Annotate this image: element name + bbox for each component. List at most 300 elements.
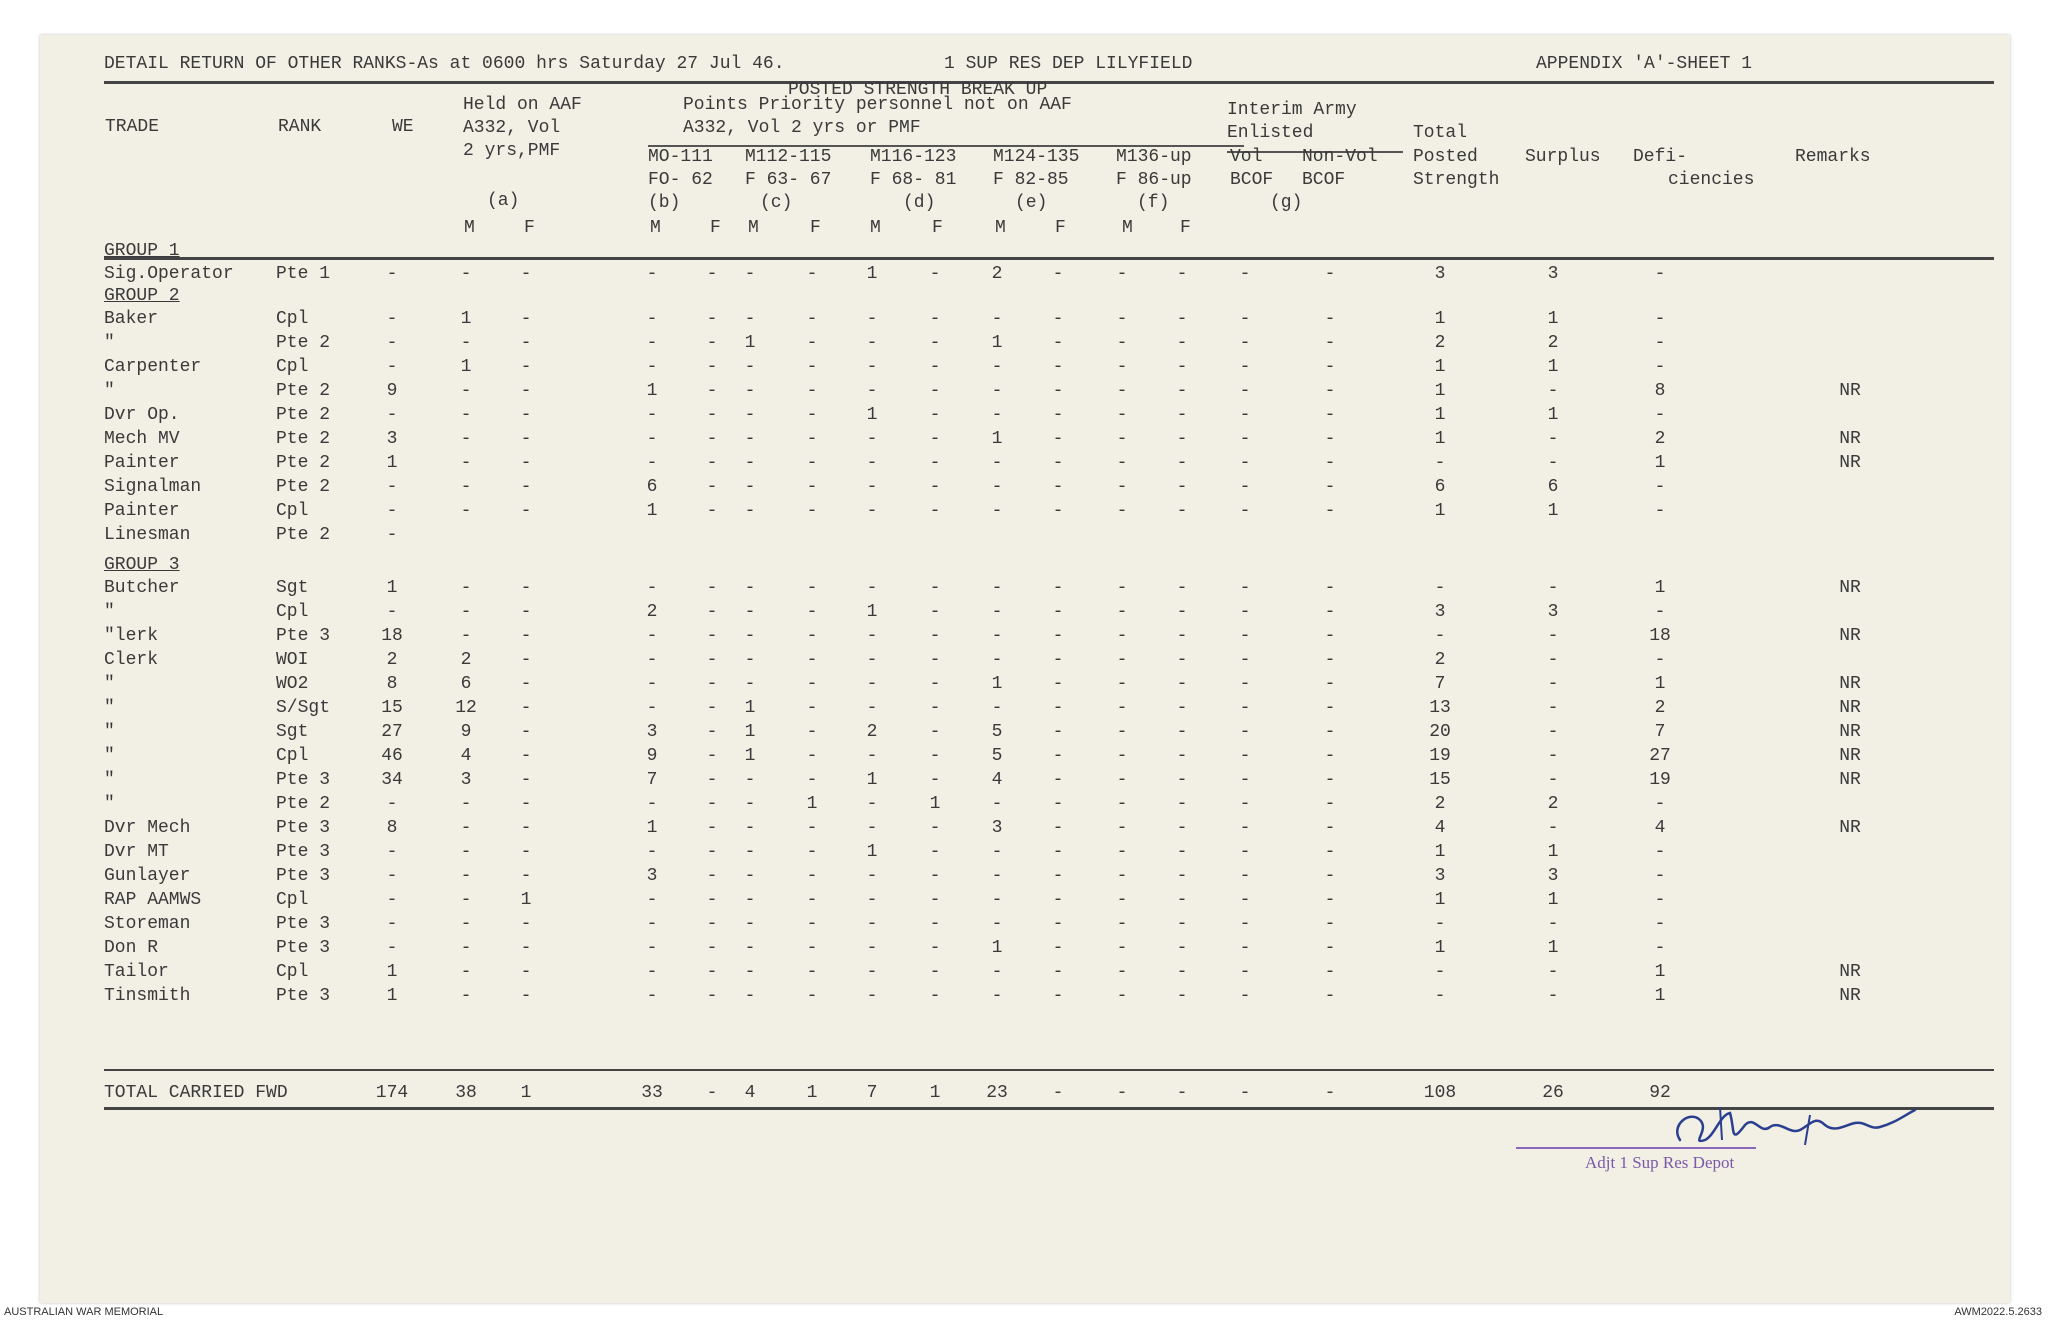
row-cell: -	[1239, 818, 1251, 838]
row-cell: -	[646, 986, 658, 1006]
row-cell: 3	[1547, 602, 1559, 622]
row-cell: 2	[646, 602, 658, 622]
row-cell: -	[520, 770, 532, 790]
row-cell: 9	[460, 722, 472, 742]
row-cell: -	[929, 477, 941, 497]
row-cell: 1	[929, 794, 941, 814]
row-cell: -	[806, 602, 818, 622]
row-cell: 1	[646, 381, 658, 401]
row-cell: -	[1116, 818, 1128, 838]
row-cell: -	[806, 914, 818, 934]
row-cell: -	[744, 842, 756, 862]
row-cell: -	[1052, 405, 1064, 425]
row-trade: "	[104, 770, 115, 790]
row-trade: Painter	[104, 453, 180, 473]
row-trade: Storeman	[104, 914, 191, 934]
row-cell: 1	[991, 429, 1003, 449]
row-cell: 1	[1547, 842, 1559, 862]
row-cell: NR	[1839, 986, 1861, 1006]
row-cell: -	[806, 453, 818, 473]
total-cell: 26	[1542, 1083, 1564, 1103]
total-cell: 92	[1649, 1083, 1671, 1103]
row-cell: -	[520, 333, 532, 353]
header-f2b: F	[710, 218, 721, 238]
row-cell: -	[744, 674, 756, 694]
row-cell: -	[1052, 842, 1064, 862]
row-cell: 4	[1434, 818, 1446, 838]
row-cell: -	[806, 309, 818, 329]
row-cell: -	[1434, 626, 1446, 646]
row-cell: -	[744, 866, 756, 886]
row-cell: -	[991, 794, 1003, 814]
row-rank: Pte 2	[276, 525, 331, 545]
row-cell: 3	[646, 722, 658, 742]
row-cell: NR	[1839, 578, 1861, 598]
row-cell: -	[1324, 381, 1336, 401]
row-cell: -	[1324, 333, 1336, 353]
row-rank: Pte 3	[276, 938, 331, 958]
row-cell: -	[806, 770, 818, 790]
row-cell: -	[1116, 890, 1128, 910]
row-cell: -	[1052, 722, 1064, 742]
row-cell: -	[386, 501, 398, 521]
row-cell: -	[1176, 986, 1188, 1006]
row-cell: -	[1176, 818, 1188, 838]
row-cell: 6	[460, 674, 472, 694]
row-cell: -	[929, 842, 941, 862]
row-cell: -	[520, 746, 532, 766]
row-cell: -	[744, 309, 756, 329]
row-cell: -	[1654, 938, 1666, 958]
row-cell: 1	[1434, 309, 1446, 329]
row-cell: -	[744, 938, 756, 958]
row-cell: -	[1176, 746, 1188, 766]
row-cell: -	[744, 914, 756, 934]
row-rank: Pte 2	[276, 794, 331, 814]
row-cell: -	[1176, 674, 1188, 694]
row-cell: -	[1052, 264, 1064, 284]
row-cell: -	[706, 914, 718, 934]
row-cell: 1	[1547, 405, 1559, 425]
row-cell: -	[1239, 698, 1251, 718]
row-cell: -	[806, 626, 818, 646]
row-cell: -	[806, 650, 818, 670]
row-rank: Pte 3	[276, 770, 331, 790]
total-top-rule	[104, 1069, 1994, 1071]
row-cell: -	[806, 477, 818, 497]
row-cell: -	[706, 357, 718, 377]
row-cell: -	[1052, 794, 1064, 814]
row-cell: -	[1239, 914, 1251, 934]
row-cell: 6	[1434, 477, 1446, 497]
row-cell: -	[460, 602, 472, 622]
row-cell: -	[1176, 477, 1188, 497]
row-cell: -	[1176, 914, 1188, 934]
row-cell: -	[1324, 938, 1336, 958]
row-cell: -	[460, 986, 472, 1006]
row-cell: -	[1654, 866, 1666, 886]
total-cell: 23	[986, 1083, 1008, 1103]
row-cell: -	[520, 818, 532, 838]
row-cell: -	[646, 309, 658, 329]
row-cell: -	[744, 357, 756, 377]
row-cell: -	[1116, 381, 1128, 401]
row-cell: -	[460, 962, 472, 982]
row-cell: -	[1654, 357, 1666, 377]
row-cell: -	[1176, 626, 1188, 646]
row-cell: -	[1239, 770, 1251, 790]
row-cell: -	[929, 866, 941, 886]
row-cell: -	[1052, 674, 1064, 694]
row-cell: -	[1654, 477, 1666, 497]
row-cell: -	[1239, 842, 1251, 862]
row-cell: -	[1324, 602, 1336, 622]
row-cell: -	[929, 264, 941, 284]
header-def2: ciencies	[1668, 170, 1755, 190]
row-cell: -	[866, 818, 878, 838]
row-cell: 2	[386, 650, 398, 670]
row-cell: -	[991, 453, 1003, 473]
row-cell: -	[1239, 986, 1251, 1006]
row-cell: -	[1176, 381, 1188, 401]
row-cell: -	[706, 429, 718, 449]
row-cell: -	[806, 429, 818, 449]
header-g1: Vol	[1230, 147, 1263, 167]
row-cell: -	[929, 938, 941, 958]
row-rank: Pte 3	[276, 818, 331, 838]
row-cell: 1	[386, 962, 398, 982]
row-cell: 1	[1547, 357, 1559, 377]
row-cell: -	[806, 405, 818, 425]
row-cell: -	[386, 405, 398, 425]
row-cell: -	[806, 986, 818, 1006]
row-cell: 1	[1654, 674, 1666, 694]
row-cell: -	[1324, 674, 1336, 694]
row-cell: -	[1176, 962, 1188, 982]
row-cell: -	[1052, 453, 1064, 473]
total-cell: 174	[375, 1083, 409, 1103]
row-cell: -	[866, 938, 878, 958]
row-cell: -	[386, 866, 398, 886]
row-cell: NR	[1839, 453, 1861, 473]
row-cell: -	[520, 429, 532, 449]
row-cell: -	[520, 938, 532, 958]
row-cell: -	[386, 477, 398, 497]
row-cell: -	[1052, 309, 1064, 329]
row-cell: -	[1324, 746, 1336, 766]
row-rank: Pte 2	[276, 453, 331, 473]
row-cell: NR	[1839, 746, 1861, 766]
row-cell: -	[866, 453, 878, 473]
header-held4: (a)	[487, 191, 520, 211]
row-cell: -	[706, 818, 718, 838]
row-rank: Cpl	[276, 890, 309, 910]
row-cell: -	[520, 578, 532, 598]
row-cell: -	[1324, 914, 1336, 934]
row-cell: -	[744, 405, 756, 425]
row-cell: -	[1052, 477, 1064, 497]
row-cell: -	[706, 674, 718, 694]
group-label: GROUP 2	[104, 286, 180, 306]
header-f1b: F	[524, 218, 535, 238]
row-cell: -	[866, 429, 878, 449]
row-cell: -	[646, 453, 658, 473]
row-cell: -	[1176, 866, 1188, 886]
row-cell: -	[1052, 698, 1064, 718]
header-f4b: F	[932, 218, 943, 238]
row-cell: NR	[1839, 722, 1861, 742]
row-cell: 2	[1654, 698, 1666, 718]
header-m6: M	[1122, 218, 1133, 238]
row-rank: Pte 1	[276, 264, 331, 284]
row-cell: -	[460, 794, 472, 814]
row-trade: "	[104, 602, 115, 622]
row-cell: -	[520, 501, 532, 521]
row-cell: 1	[744, 698, 756, 718]
row-cell: 2	[1434, 650, 1446, 670]
row-cell: -	[460, 866, 472, 886]
row-cell: NR	[1839, 381, 1861, 401]
row-rank: Cpl	[276, 501, 309, 521]
row-cell: -	[520, 477, 532, 497]
row-cell: -	[1052, 866, 1064, 886]
row-cell: 1	[1654, 578, 1666, 598]
unit-heading: 1 SUP RES DEP LILYFIELD	[944, 54, 1193, 74]
row-cell: -	[1116, 914, 1128, 934]
row-cell: -	[460, 842, 472, 862]
row-trade: Painter	[104, 501, 180, 521]
row-cell: -	[1116, 429, 1128, 449]
row-cell: -	[1116, 650, 1128, 670]
row-cell: -	[1547, 578, 1559, 598]
row-cell: -	[1239, 890, 1251, 910]
row-cell: -	[1547, 626, 1559, 646]
row-cell: -	[1052, 650, 1064, 670]
row-cell: -	[646, 578, 658, 598]
header-we: WE	[392, 117, 414, 137]
row-cell: 1	[460, 357, 472, 377]
group-label: GROUP 3	[104, 555, 180, 575]
row-cell: -	[1176, 650, 1188, 670]
row-rank: Pte 2	[276, 333, 331, 353]
row-cell: -	[991, 866, 1003, 886]
row-cell: 12	[455, 698, 477, 718]
row-cell: -	[991, 381, 1003, 401]
row-cell: -	[1239, 722, 1251, 742]
row-rank: Cpl	[276, 602, 309, 622]
row-cell: 18	[1649, 626, 1671, 646]
row-cell: -	[1324, 357, 1336, 377]
row-cell: 1	[1434, 890, 1446, 910]
row-cell: -	[744, 501, 756, 521]
header-c3: (c)	[760, 193, 793, 213]
row-cell: -	[1116, 264, 1128, 284]
header-m2: M	[650, 218, 661, 238]
header-held3: 2 yrs,PMF	[463, 141, 561, 161]
total-cell: 1	[520, 1083, 532, 1103]
row-cell: -	[1324, 650, 1336, 670]
row-cell: 8	[386, 818, 398, 838]
row-cell: -	[1116, 578, 1128, 598]
row-rank: Cpl	[276, 309, 309, 329]
row-cell: -	[460, 914, 472, 934]
row-cell: -	[866, 746, 878, 766]
row-cell: -	[386, 333, 398, 353]
row-trade: Gunlayer	[104, 866, 191, 886]
row-cell: -	[1176, 429, 1188, 449]
row-cell: 1	[1434, 501, 1446, 521]
row-cell: -	[1176, 722, 1188, 742]
row-cell: -	[744, 453, 756, 473]
row-cell: -	[646, 842, 658, 862]
row-cell: -	[929, 309, 941, 329]
row-cell: -	[1239, 429, 1251, 449]
row-cell: 3	[1547, 264, 1559, 284]
row-cell: -	[806, 333, 818, 353]
row-trade: Dvr Mech	[104, 818, 191, 838]
row-cell: 6	[1547, 477, 1559, 497]
row-cell: -	[1547, 914, 1559, 934]
row-cell: -	[744, 770, 756, 790]
row-cell: -	[806, 578, 818, 598]
row-cell: -	[1176, 453, 1188, 473]
row-cell: 3	[1547, 866, 1559, 886]
row-cell: -	[460, 429, 472, 449]
header-d1: M116-123	[870, 147, 957, 167]
row-cell: 3	[991, 818, 1003, 838]
total-cell: 33	[641, 1083, 663, 1103]
row-cell: 1	[866, 405, 878, 425]
row-cell: -	[386, 602, 398, 622]
total-cell: -	[1176, 1083, 1188, 1103]
row-cell: -	[1547, 453, 1559, 473]
row-cell: -	[806, 674, 818, 694]
row-cell: -	[1239, 602, 1251, 622]
signature-line	[1516, 1147, 1756, 1149]
row-cell: -	[1052, 890, 1064, 910]
row-cell: 1	[991, 674, 1003, 694]
row-cell: -	[806, 501, 818, 521]
header-g3: Non-Vol	[1302, 147, 1378, 167]
header-g5: (g)	[1270, 193, 1303, 213]
row-cell: -	[706, 842, 718, 862]
row-cell: -	[706, 770, 718, 790]
row-cell: -	[866, 914, 878, 934]
row-cell: -	[744, 818, 756, 838]
row-cell: -	[1176, 890, 1188, 910]
row-cell: -	[1239, 264, 1251, 284]
row-cell: -	[1324, 698, 1336, 718]
row-cell: -	[806, 746, 818, 766]
row-cell: -	[929, 501, 941, 521]
row-cell: -	[929, 429, 941, 449]
row-cell: -	[1116, 938, 1128, 958]
row-cell: -	[1239, 477, 1251, 497]
row-cell: -	[806, 818, 818, 838]
row-cell: -	[1547, 962, 1559, 982]
row-cell: -	[646, 938, 658, 958]
row-cell: -	[1547, 381, 1559, 401]
row-cell: -	[866, 477, 878, 497]
row-cell: -	[1052, 333, 1064, 353]
footer-right: AWM2022.5.2633	[1954, 1306, 2042, 1318]
row-cell: -	[1052, 914, 1064, 934]
row-cell: 6	[646, 477, 658, 497]
header-held1: Held on AAF	[463, 95, 582, 115]
row-trade: Dvr Op.	[104, 405, 180, 425]
row-cell: -	[520, 381, 532, 401]
row-cell: 1	[1434, 405, 1446, 425]
header-ia2: Enlisted	[1227, 123, 1314, 143]
row-cell: 20	[1429, 722, 1451, 742]
header-tp2: Posted	[1413, 147, 1478, 167]
row-cell: -	[1116, 453, 1128, 473]
row-cell: -	[1434, 962, 1446, 982]
row-cell: -	[706, 602, 718, 622]
row-cell: -	[1434, 453, 1446, 473]
total-cell: 1	[929, 1083, 941, 1103]
row-cell: 5	[991, 722, 1003, 742]
row-cell: -	[706, 453, 718, 473]
row-cell: 1	[1547, 890, 1559, 910]
row-cell: -	[991, 890, 1003, 910]
row-trade: Signalman	[104, 477, 202, 497]
row-trade: Dvr MT	[104, 842, 169, 862]
row-trade: "	[104, 674, 115, 694]
row-cell: -	[1239, 866, 1251, 886]
row-cell: -	[744, 602, 756, 622]
row-cell: -	[1116, 866, 1128, 886]
row-cell: -	[991, 962, 1003, 982]
row-cell: -	[806, 264, 818, 284]
row-cell: 2	[1654, 429, 1666, 449]
row-cell: -	[929, 602, 941, 622]
row-cell: -	[1324, 626, 1336, 646]
total-cell: 38	[455, 1083, 477, 1103]
header-f3: (f)	[1137, 193, 1170, 213]
row-cell: NR	[1839, 698, 1861, 718]
row-cell: -	[1052, 986, 1064, 1006]
row-cell: -	[386, 357, 398, 377]
row-cell: -	[1116, 357, 1128, 377]
row-cell: 3	[646, 866, 658, 886]
row-cell: -	[1052, 770, 1064, 790]
row-cell: -	[866, 866, 878, 886]
row-cell: -	[991, 477, 1003, 497]
row-trade: "	[104, 794, 115, 814]
total-cell: 108	[1423, 1083, 1457, 1103]
row-cell: 1	[1434, 381, 1446, 401]
row-cell: -	[806, 698, 818, 718]
row-cell: -	[866, 357, 878, 377]
row-cell: NR	[1839, 674, 1861, 694]
header-m5: M	[995, 218, 1006, 238]
row-cell: -	[1324, 722, 1336, 742]
row-cell: -	[706, 746, 718, 766]
row-cell: 1	[1547, 938, 1559, 958]
row-trade: Don R	[104, 938, 159, 958]
row-cell: -	[520, 309, 532, 329]
row-trade: "	[104, 746, 115, 766]
row-cell: NR	[1839, 962, 1861, 982]
row-cell: -	[1654, 333, 1666, 353]
header-rem: Remarks	[1795, 147, 1871, 167]
row-cell: -	[1116, 794, 1128, 814]
row-cell: 4	[991, 770, 1003, 790]
row-cell: -	[1176, 333, 1188, 353]
row-trade: "	[104, 698, 115, 718]
row-cell: -	[1116, 698, 1128, 718]
